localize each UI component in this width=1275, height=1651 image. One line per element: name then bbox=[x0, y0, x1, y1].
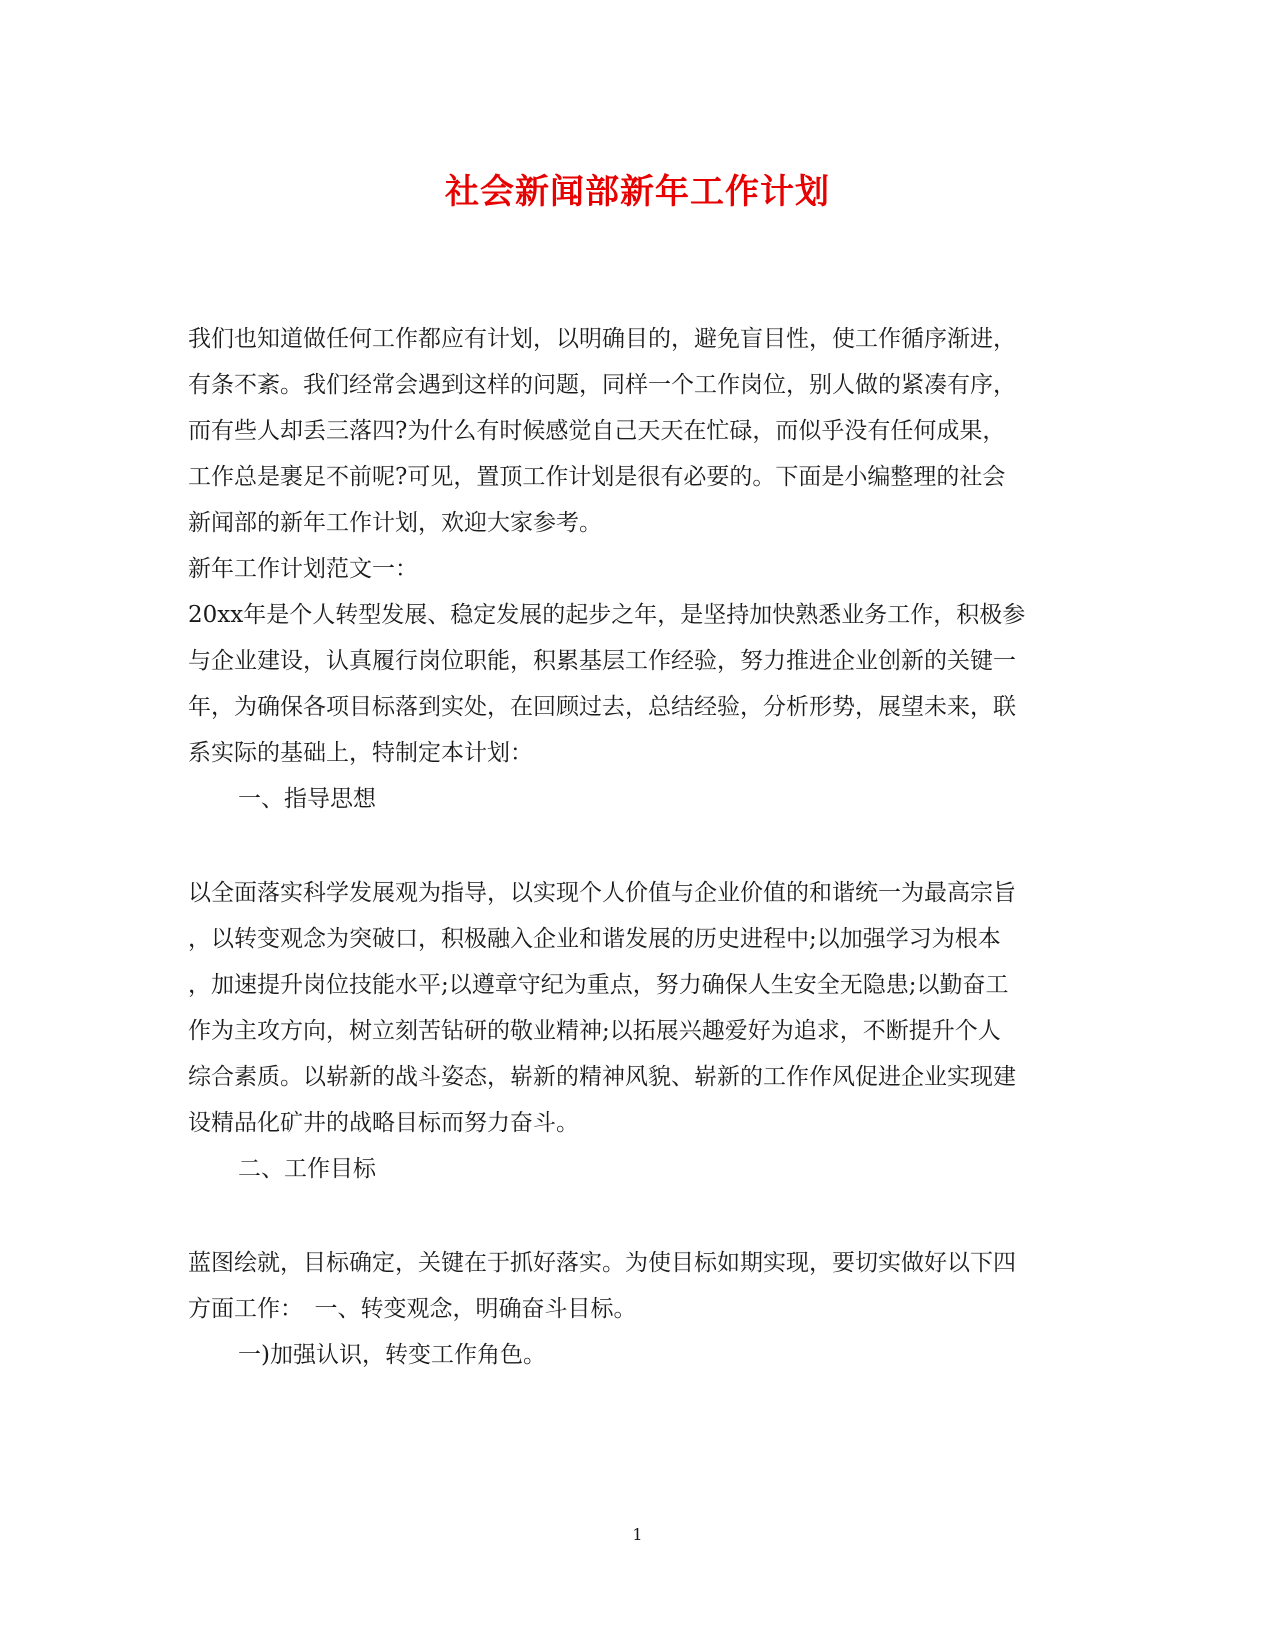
paragraph-line: 与企业建设，认真履行岗位职能，积累基层工作经验，努力推进企业创新的关键一 bbox=[188, 648, 1016, 674]
section-heading: 一、指导思想 bbox=[238, 786, 376, 812]
page-number: 1 bbox=[632, 1525, 643, 1544]
paragraph-line: 系实际的基础上，特制定本计划： bbox=[188, 740, 533, 766]
paragraph-line: 蓝图绘就，目标确定，关键在于抓好落实。为使目标如期实现，要切实做好以下四 bbox=[188, 1250, 1016, 1276]
paragraph-line: 新闻部的新年工作计划，欢迎大家参考。 bbox=[188, 510, 602, 536]
paragraph-line: 而有些人却丢三落四?为什么有时候感觉自己天天在忙碌，而似乎没有任何成果， bbox=[188, 418, 1006, 444]
paragraph-line: 20xx年是个人转型发展、稳定发展的起步之年，是坚持加快熟悉业务工作，积极参 bbox=[188, 602, 1026, 628]
paragraph-line: 年，为确保各项目标落到实处，在回顾过去，总结经验，分析形势，展望未来，联 bbox=[188, 694, 1016, 720]
paragraph-line: 有条不紊。我们经常会遇到这样的问题，同样一个工作岗位，别人做的紧凑有序， bbox=[188, 372, 1016, 398]
section-heading: 二、工作目标 bbox=[238, 1156, 376, 1182]
paragraph-line: 作为主攻方向，树立刻苦钻研的敬业精神;以拓展兴趣爱好为追求，不断提升个人 bbox=[188, 1018, 1001, 1044]
paragraph-line: 我们也知道做任何工作都应有计划，以明确目的，避免盲目性，使工作循序渐进， bbox=[188, 326, 1016, 352]
paragraph-line: 方面工作： 一、转变观念，明确奋斗目标。 bbox=[188, 1296, 637, 1322]
paragraph-line: ，以转变观念为突破口，积极融入企业和谐发展的历史进程中;以加强学习为根本 bbox=[188, 926, 1001, 952]
paragraph-line: 设精品化矿井的战略目标而努力奋斗。 bbox=[188, 1110, 579, 1136]
sub-heading: 一)加强认识，转变工作角色。 bbox=[238, 1342, 546, 1368]
paragraph-line: 以全面落实科学发展观为指导，以实现个人价值与企业价值的和谐统一为最高宗旨 bbox=[188, 880, 1016, 906]
paragraph-line: 综合素质。以崭新的战斗姿态，崭新的精神风貌、崭新的工作作风促进企业实现建 bbox=[188, 1064, 1016, 1090]
paragraph-line: ，加速提升岗位技能水平;以遵章守纪为重点，努力确保人生安全无隐患;以勤奋工 bbox=[188, 972, 1009, 998]
section-label: 新年工作计划范文一： bbox=[188, 556, 418, 582]
paragraph-line: 工作总是裹足不前呢?可见，置顶工作计划是很有必要的。下面是小编整理的社会 bbox=[188, 464, 1006, 490]
document-title: 社会新闻部新年工作计划 bbox=[445, 172, 830, 212]
